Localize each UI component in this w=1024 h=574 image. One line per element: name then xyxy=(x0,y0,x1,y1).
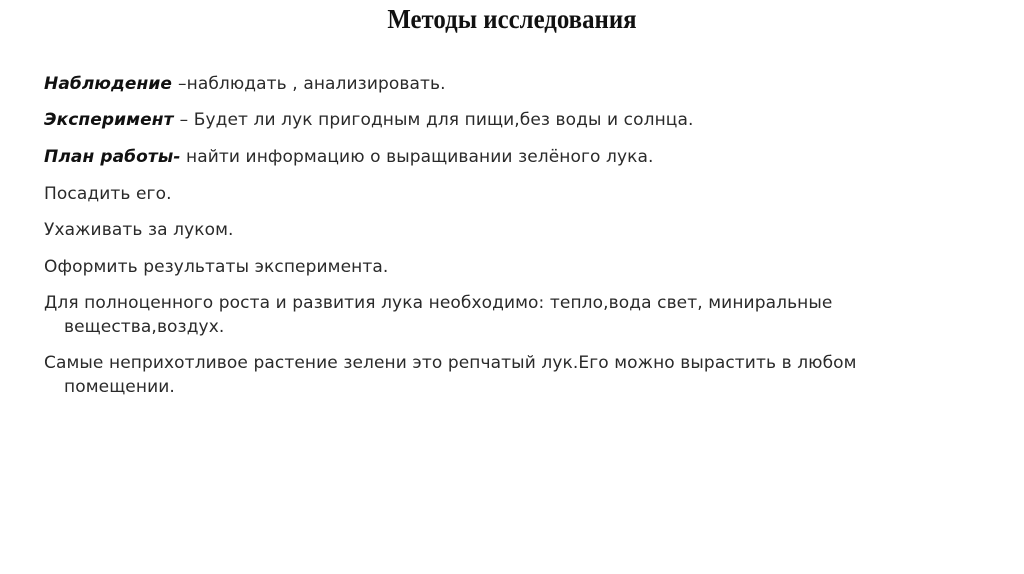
paragraph-results: Оформить результаты эксперимента. xyxy=(44,257,389,277)
paragraph-onion-note: Самые неприхотливое растение зелени это репчатый лук.Его можно вырастить в любом помещении. xyxy=(44,353,857,397)
paragraph-work-plan xyxy=(44,145,654,169)
paragraph-experiment xyxy=(44,108,694,132)
definition-observation: –наблюдать , анализировать. xyxy=(178,74,446,94)
term-experiment: Эксперимент xyxy=(44,110,180,130)
definition-work-plan: найти информацию о выращивании зелёного лука. xyxy=(180,147,654,167)
paragraph-care: Ухаживать за луком. xyxy=(44,220,234,240)
definition-experiment: – Будет ли лук пригодным для пищи,без воды и солнца. xyxy=(179,110,694,130)
paragraph-plant-it: Посадить его. xyxy=(44,184,172,204)
term-work-plan: План работы- xyxy=(44,147,181,167)
paragraph-observation xyxy=(44,72,446,96)
slide-title: Методы исследования xyxy=(387,4,637,34)
term-observation: Наблюдение xyxy=(44,74,179,94)
paragraph-growth-needs: Для полноценного роста и развития лука необходимо: тепло,вода свет, миниральные вещества,воздух. xyxy=(44,293,833,337)
